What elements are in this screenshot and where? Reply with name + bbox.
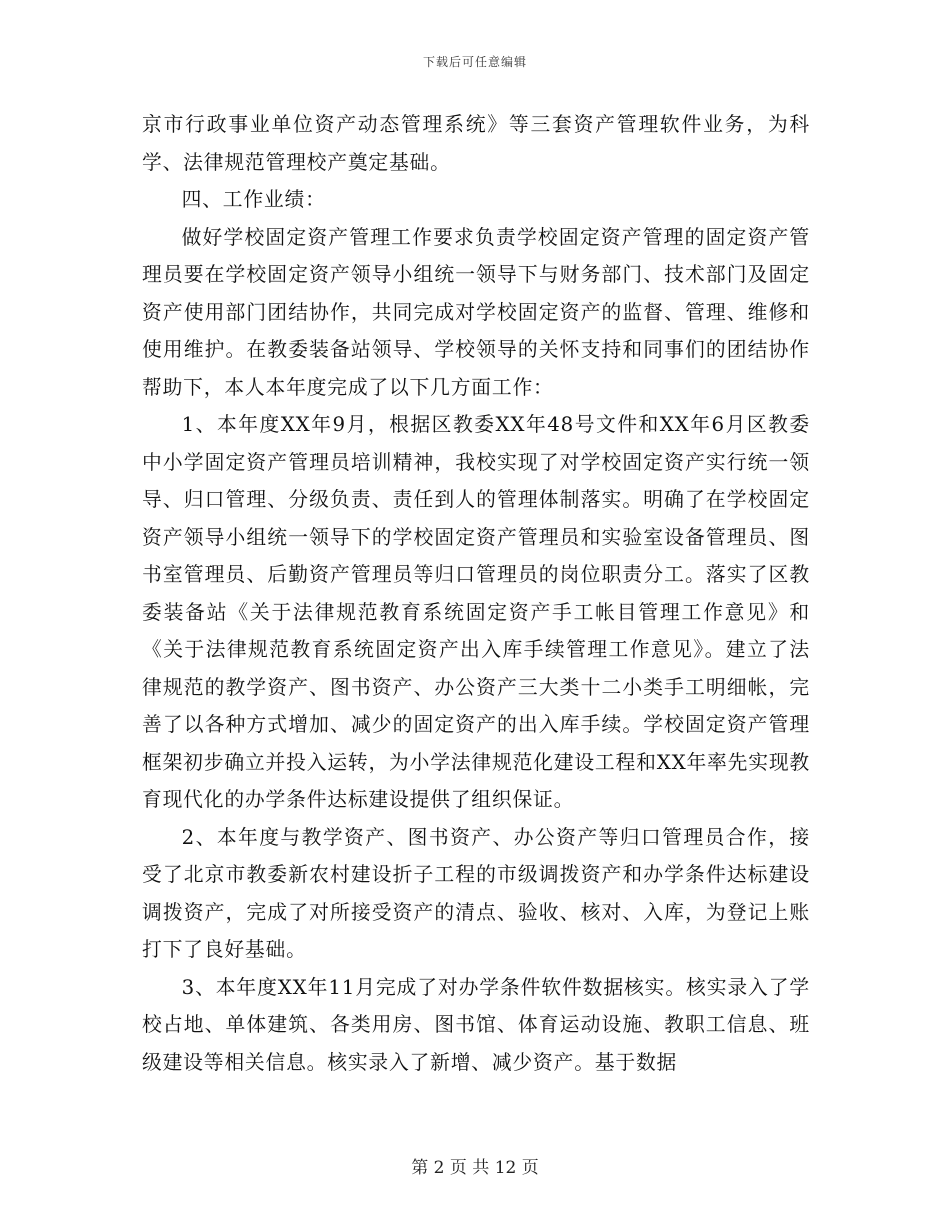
paragraph: 做好学校固定资产管理工作要求负责学校固定资产管理的固定资产管理员要在学校固定资产领导小组统一领导下与财务部门、技术部门及固定资产使用部门团结协作，共同完成对学校固定资产的监督、管理、维修和使用维护。在教委装备站领导、学校领导的关怀支持和同事们的团结协作帮助下，本人本年度完成了以下几方面工作： — [142, 225, 810, 399]
paragraph: 2、本年度与教学资产、图书资产、办公资产等归口管理员合作，接受了北京市教委新农村建设折子工程的市级调拨资产和办学条件达标建设调拨资产，完成了对所接受资产的清点、验收、核对、入库，为登记上账打下了良好基础。 — [142, 825, 810, 961]
paragraph: 1、本年度XX年9月，根据区教委XX年48号文件和XX年6月区教委中小学固定资产管理员培训精神，我校实现了对学校固定资产实行统一领导、归口管理、分级负责、责任到人的管理体制落实。明确了在学校固定资产领导小组统一领导下的学校固定资产管理员和实验室设备管理员、图书室管理员、后勤资产管理员等归口管理员的岗位职责分工。落实了区教委装备站《关于法律规范教育系统固定资产手工帐目管理工作意见》和《关于法律规范教育系统固定资产出入库手续管理工作意见》。建立了法律规范的教学资产、图书资产、办公资产三大类十二小类手工明细帐，完善了以各种方式增加、减少的固定资产的出入库手续。学校固定资产管理框架初步确立并投入运转，为小学法律规范化建设工程和XX年率先实现教育现代化的办学条件达标建设提供了组织保证。 — [142, 413, 810, 811]
paragraph-continuation: 京市行政事业单位资产动态管理系统》等三套资产管理软件业务，为科学、法律规范管理校产奠定基础。 — [142, 113, 810, 174]
paragraph: 3、本年度XX年11月完成了对办学条件软件数据核实。核实录入了学校占地、单体建筑、各类用房、图书馆、体育运动设施、教职工信息、班级建设等相关信息。核实录入了新增、减少资产。基于数据 — [142, 975, 810, 1074]
header-note: 下载后可任意编辑 — [422, 55, 527, 69]
page-number: 第 2 页 共 12 页 — [411, 1158, 539, 1178]
section-heading: 四、工作业绩： — [181, 188, 326, 211]
body-text — [142, 106, 810, 1081]
